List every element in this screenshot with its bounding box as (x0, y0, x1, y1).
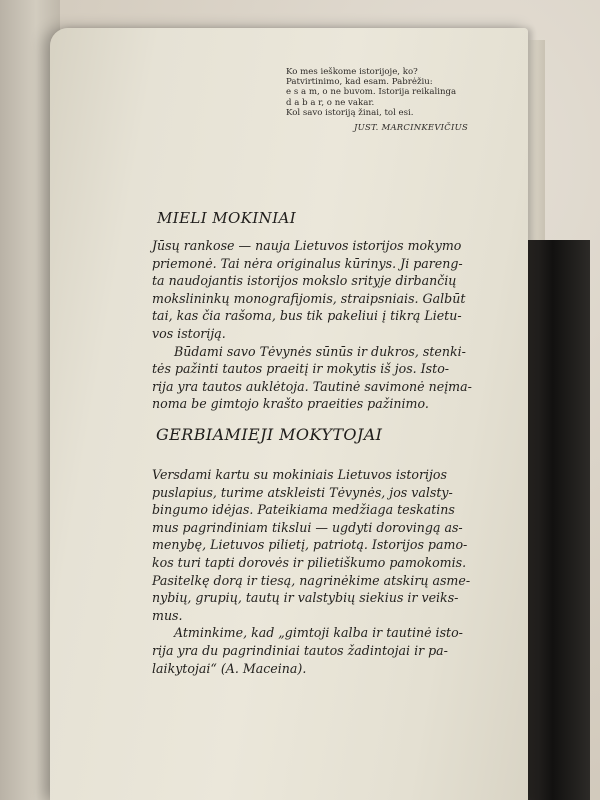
text-line: rija yra du pagrindiniai tautos žadintojai ir pa- (152, 642, 448, 658)
text-line: noma be gimtojo krašto praeities pažinimo. (152, 396, 429, 412)
text-line: tės pažinti tautos praeitį ir mokytis iš jos. Isto- (152, 361, 450, 377)
text-line: mokslininkų monografijomis, straipsniais. Galbūt (152, 290, 466, 306)
text-line: Atminkime, kad „gimtoji kalba ir tautinė isto- (174, 625, 463, 641)
text-line: tai, kas čia rašoma, bus tik pakeliui į tikrą Lietu- (152, 308, 462, 324)
text-line: menybę, Lietuvos pilietį, patriotą. Istorijos pamo- (152, 537, 468, 553)
text-line: priemonė. Tai nėra originalus kūrinys. Ji pareng- (152, 255, 463, 271)
epigraph-line: Patvirtinimo, kad esam. Pabrėžiu: (286, 77, 433, 88)
text-line: Jūsų rankose — nauja Lietuvos istorijos mokymo (152, 238, 462, 253)
epigraph-line: e s a m, o ne buvom. Istorija reikalinga (286, 87, 457, 98)
text-line: mus. (152, 607, 183, 623)
text-line: vos istoriją. (152, 325, 226, 341)
epigraph-line: Kol savo istoriją žinai, tol esi. (286, 107, 414, 118)
book-cover-edge (528, 240, 590, 800)
text-line: puslapius, turime atskleisti Tėvynės, jos valsty- (152, 484, 453, 500)
text-line: laikytojai“ (A. Maceina). (152, 660, 307, 676)
book-page (50, 28, 528, 800)
text-line: nybių, grupių, tautų ir valstybių siekius ir veiks- (152, 590, 459, 606)
text-line: Pasitelkę dorą ir tiesą, nagrinėkime atskirų asme- (152, 572, 471, 588)
epigraph (286, 67, 486, 132)
text-line: bingumo idėjas. Pateikiama medžiaga teskatins (152, 502, 455, 518)
students-paragraph (152, 237, 472, 413)
text-line: Versdami kartu su mokiniais Lietuvos istorijos (152, 467, 447, 482)
epigraph-line: Ko mes ieškome istorijoje, ko? (286, 67, 418, 77)
text-line: mus pagrindiniam tikslui — ugdyti dorovingą as- (152, 519, 463, 535)
epigraph-line: d a b a r, o ne vakar. (286, 97, 375, 108)
section-heading-teachers: GERBIAMIEJI MOKYTOJAI (156, 425, 383, 444)
text-line: kos turi tapti dorovės ir pilietiškumo pamokomis. (152, 554, 467, 570)
epigraph-author: JUST. MARCINKEVIČIUS (353, 122, 468, 133)
text-line: ta naudojantis istorijos mokslo srityje dirbančių (152, 273, 457, 289)
section-heading-students: MIELI MOKINIAI (157, 209, 297, 227)
text-line: Būdami savo Tėvynės sūnūs ir dukros, stenki- (174, 343, 466, 359)
text-line: rija yra tautos auklėtoja. Tautinė savimonė neįma- (152, 378, 472, 394)
teachers-paragraph (152, 466, 470, 677)
